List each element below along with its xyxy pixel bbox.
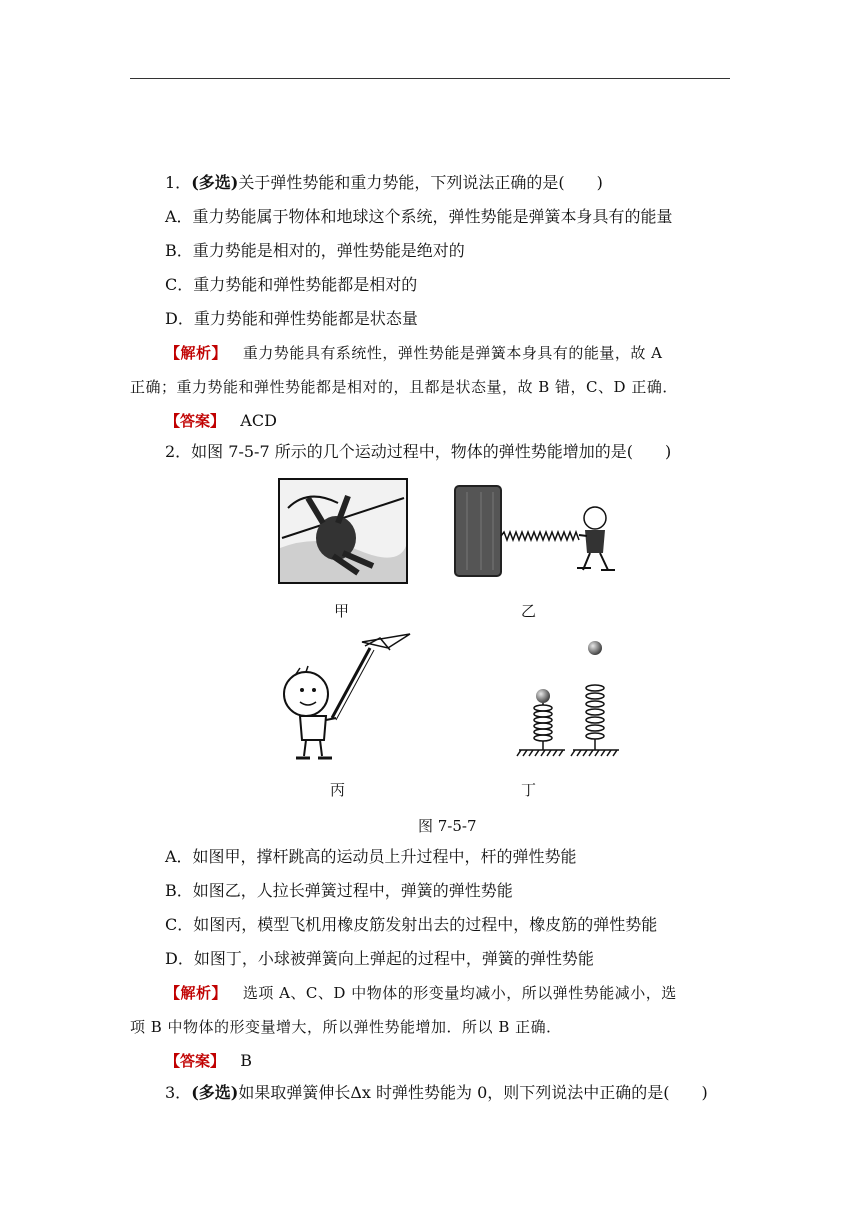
q2-answer (165, 1050, 252, 1072)
figure-caption: 图 7-5-7 (418, 817, 477, 835)
spring-pull-figure (445, 478, 620, 584)
label-yi: 乙 (521, 602, 537, 620)
q1-answer (165, 410, 277, 432)
q1-stem-text: 关于弹性势能和重力势能，下列说法正确的是( ) (238, 173, 603, 192)
q1-analysis-line1 (165, 342, 662, 364)
q2-analysis-line2: 项 B 中物体的形变量增大，所以弹性势能增加．所以 B 正确． (130, 1018, 562, 1036)
q3-number: 3． (165, 1083, 192, 1102)
q1-option-c: C．重力势能和弹性势能都是相对的 (165, 275, 418, 294)
q1-option-b: B．重力势能是相对的，弹性势能是绝对的 (165, 241, 465, 260)
q2-analysis-line1 (165, 982, 677, 1004)
q3-stem-text: 如果取弹簧伸长Δx 时弹性势能为 0，则下列说法中正确的是( ) (238, 1083, 708, 1102)
header-rule (130, 78, 730, 79)
label-jia: 甲 (334, 602, 350, 620)
q1-stem (165, 172, 603, 194)
q2-stem: 2．如图 7-5-7 所示的几个运动过程中，物体的弹性势能增加的是( ) (165, 442, 672, 461)
q2-analysis-text1: 选项 A、C、D 中物体的形变量均减小，所以弹性势能减小，选 (242, 984, 677, 1002)
analysis-tag: 【解析】 (165, 344, 228, 362)
q1-answer-value: ACD (240, 411, 277, 430)
q1-analysis-text1: 重力势能具有系统性，弹性势能是弹簧本身具有的能量，故 A (242, 344, 663, 362)
q1-option-a: A．重力势能属于物体和地球这个系统，弹性势能是弹簧本身具有的能量 (165, 207, 673, 226)
q2-option-b: B．如图乙，人拉长弹簧过程中，弹簧的弹性势能 (165, 881, 513, 900)
answer-tag: 【答案】 (165, 412, 226, 430)
rubber-band-plane-figure (270, 628, 420, 768)
q1-analysis-line2: 正确；重力势能和弹性势能都是相对的，且都是状态量，故 B 错，C、D 正确． (130, 378, 678, 396)
label-ding: 丁 (521, 781, 537, 799)
q1-number: 1． (165, 173, 192, 192)
q1-option-d: D．重力势能和弹性势能都是状态量 (165, 309, 418, 328)
q2-answer-value: B (240, 1051, 253, 1070)
q3-multi-tag: (多选) (191, 1083, 239, 1102)
q1-multi-tag: (多选) (191, 173, 239, 192)
q3-stem (165, 1082, 708, 1104)
answer-tag: 【答案】 (165, 1052, 226, 1070)
pole-vault-figure (278, 478, 408, 584)
q2-option-d: D．如图丁，小球被弹簧向上弹起的过程中，弹簧的弹性势能 (165, 949, 594, 968)
q2-option-c: C．如图丙，模型飞机用橡皮筋发射出去的过程中，橡皮筋的弹性势能 (165, 915, 658, 934)
analysis-tag: 【解析】 (165, 984, 228, 1002)
q2-option-a: A．如图甲，撑杆跳高的运动员上升过程中，杆的弹性势能 (165, 847, 577, 866)
label-bing: 丙 (330, 781, 346, 799)
spring-ball-figure (505, 636, 635, 766)
